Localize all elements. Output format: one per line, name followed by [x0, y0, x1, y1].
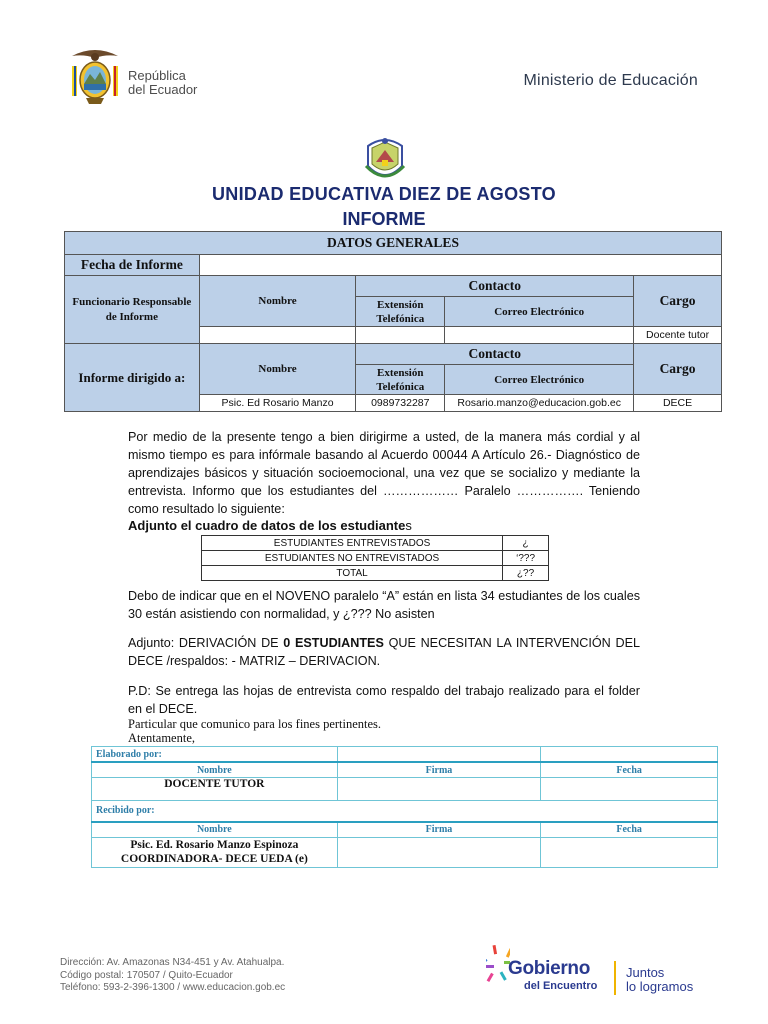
students-row	[202, 551, 549, 566]
fecha-informe-value[interactable]	[199, 255, 721, 276]
ministry-name: Ministerio de Educación	[523, 72, 698, 89]
recibido-fecha-header: Fecha	[541, 822, 718, 838]
students-row-value[interactable]: ¿??	[503, 566, 549, 581]
ecuador-coat-of-arms-icon	[66, 44, 124, 106]
recibido-fecha-field[interactable]	[541, 837, 718, 867]
responsable-cargo-value: Docente tutor	[634, 327, 722, 344]
elaborado-por-label: Elaborado por:	[92, 747, 338, 763]
dirigido-nombre-value: Psic. Ed Rosario Manzo	[199, 395, 356, 412]
adjunto-cuadro-line	[128, 517, 640, 535]
closing-line: Particular que comunico para los fines pertinentes.	[128, 717, 382, 731]
students-summary-table	[201, 535, 549, 581]
derivacion-text-a: Adjunto: DERIVACIÓN DE	[128, 636, 284, 650]
responsable-extension-header: Extensión Telefónica	[356, 297, 445, 327]
recibido-nombre-value	[92, 837, 338, 867]
funcionario-responsable-label: Funcionario Responsable de Informe	[65, 276, 200, 344]
students-row-label: TOTAL	[202, 566, 503, 581]
responsable-nombre-header: Nombre	[199, 276, 356, 327]
republica-line-1: República	[128, 68, 186, 83]
dirigido-contacto-header: Contacto	[356, 344, 634, 365]
recibido-por-label: Recibido por:	[92, 801, 338, 822]
signatures-table	[91, 746, 718, 868]
school-crest-icon	[362, 136, 408, 184]
footer-address-line-3: Teléfono: 593-2-396-1300 / www.educacion.gob.ec	[60, 982, 286, 993]
responsable-correo-value[interactable]	[445, 327, 634, 344]
adjunto-cuadro-tail: s	[405, 518, 412, 533]
dirigido-nombre-header: Nombre	[199, 344, 356, 395]
recibido-nombre-line-1: Psic. Ed. Rosario Manzo Espinoza	[130, 839, 299, 851]
gobierno-burst-icon	[486, 945, 510, 985]
recibido-nombre-line-2: COORDINADORA- DECE UEDA (e)	[120, 853, 308, 865]
recibido-empty-2	[541, 801, 718, 822]
informe-dirigido-label: Informe dirigido a:	[65, 344, 200, 412]
republica-text	[128, 69, 197, 97]
elaborado-empty-2	[541, 747, 718, 763]
responsable-contacto-header: Contacto	[356, 276, 634, 297]
elaborado-fecha-header: Fecha	[541, 762, 718, 778]
recibido-firma-field[interactable]	[337, 837, 541, 867]
derivacion-text-c: QUE NECESITAN LA INTERVENCIÓN DEL DECE /respaldos: - MATRIZ – DERIVACION.	[128, 636, 640, 668]
students-row	[202, 536, 549, 551]
intro-paragraph: Por medio de la presente tengo a bien dirigirme a usted, de la manera más cordial y al mismo tiempo es para infórmale basando al Acuerdo 00044 A Artículo 26.- Diagnóstico de aprendizajes básicos y situación socioemocional, una vez que se socializo y mediante la entrevista. Informo que los estudiantes del ……………… Paralelo ……………. Teniendo como resultado lo siguiente:	[128, 430, 640, 516]
students-row-label: ESTUDIANTES ENTREVISTADOS	[202, 536, 503, 551]
elaborado-firma-field[interactable]	[337, 778, 541, 801]
elaborado-firma-header: Firma	[337, 762, 541, 778]
footer-address-line-1: Dirección: Av. Amazonas N34-451 y Av. Atahualpa.	[60, 957, 285, 968]
responsable-correo-header: Correo Electrónico	[445, 297, 634, 327]
dirigido-extension-value: 0989732287	[356, 395, 445, 412]
dirigido-extension-header: Extensión Telefónica	[356, 365, 445, 395]
elaborado-fecha-field[interactable]	[541, 778, 718, 801]
elaborado-nombre-header: Nombre	[92, 762, 338, 778]
del-encuentro-word: del Encuentro	[524, 980, 598, 992]
adjunto-cuadro-text: Adjunto el cuadro de datos de los estudiante	[128, 518, 406, 533]
elaborado-empty-1	[337, 747, 541, 763]
slogan	[626, 966, 693, 994]
footer-address-line-2: Código postal: 170507 / Quito-Ecuador	[60, 969, 233, 981]
recibido-firma-header: Firma	[337, 822, 541, 838]
republica-line-2: del Ecuador	[128, 82, 198, 97]
general-data-table	[64, 231, 722, 412]
responsable-cargo-header: Cargo	[634, 276, 722, 327]
footer-address	[60, 957, 285, 995]
document-type-title: INFORME	[342, 209, 426, 229]
datos-generales-header: DATOS GENERALES	[65, 232, 722, 255]
school-name-title: UNIDAD EDUCATIVA DIEZ DE AGOSTO	[212, 184, 556, 204]
students-row-label: ESTUDIANTES NO ENTREVISTADOS	[202, 551, 503, 566]
pd-paragraph: P.D: Se entrega las hojas de entrevista como respaldo del trabajo realizado para el folder en el DECE.	[128, 684, 640, 716]
elaborado-nombre-value: DOCENTE TUTOR	[92, 778, 338, 801]
recibido-empty-1	[337, 801, 541, 822]
slogan-line-2: lo logramos	[626, 979, 694, 994]
dirigido-cargo-header: Cargo	[634, 344, 722, 395]
students-row-value[interactable]: ¿	[503, 536, 549, 551]
students-row	[202, 566, 549, 581]
responsable-nombre-value[interactable]	[199, 327, 356, 344]
recibido-nombre-header: Nombre	[92, 822, 338, 838]
gobierno-word: Gobierno	[508, 958, 591, 979]
dirigido-correo-header: Correo Electrónico	[445, 365, 634, 395]
derivacion-paragraph	[128, 634, 640, 670]
atentamente-line: Atentamente,	[128, 731, 195, 745]
dirigido-cargo-value: DECE	[634, 395, 722, 412]
republica-logo	[66, 44, 206, 106]
derivacion-count: 0 ESTUDIANTES	[283, 636, 384, 650]
dirigido-correo-value: Rosario.manzo@educacion.gob.ec	[445, 395, 634, 412]
fecha-informe-label: Fecha de Informe	[65, 255, 200, 276]
gobierno-encuentro-logo	[486, 945, 716, 997]
responsable-extension-value[interactable]	[356, 327, 445, 344]
slogan-line-1: Juntos	[626, 965, 665, 980]
attendance-paragraph: Debo de indicar que en el NOVENO paralelo “A” están en lista 34 estudiantes de los cuales 30 están asistiendo con normalidad, y ¿??? No asisten	[128, 589, 640, 621]
students-row-value[interactable]: ‘???	[503, 551, 549, 566]
logo-divider	[614, 961, 616, 995]
